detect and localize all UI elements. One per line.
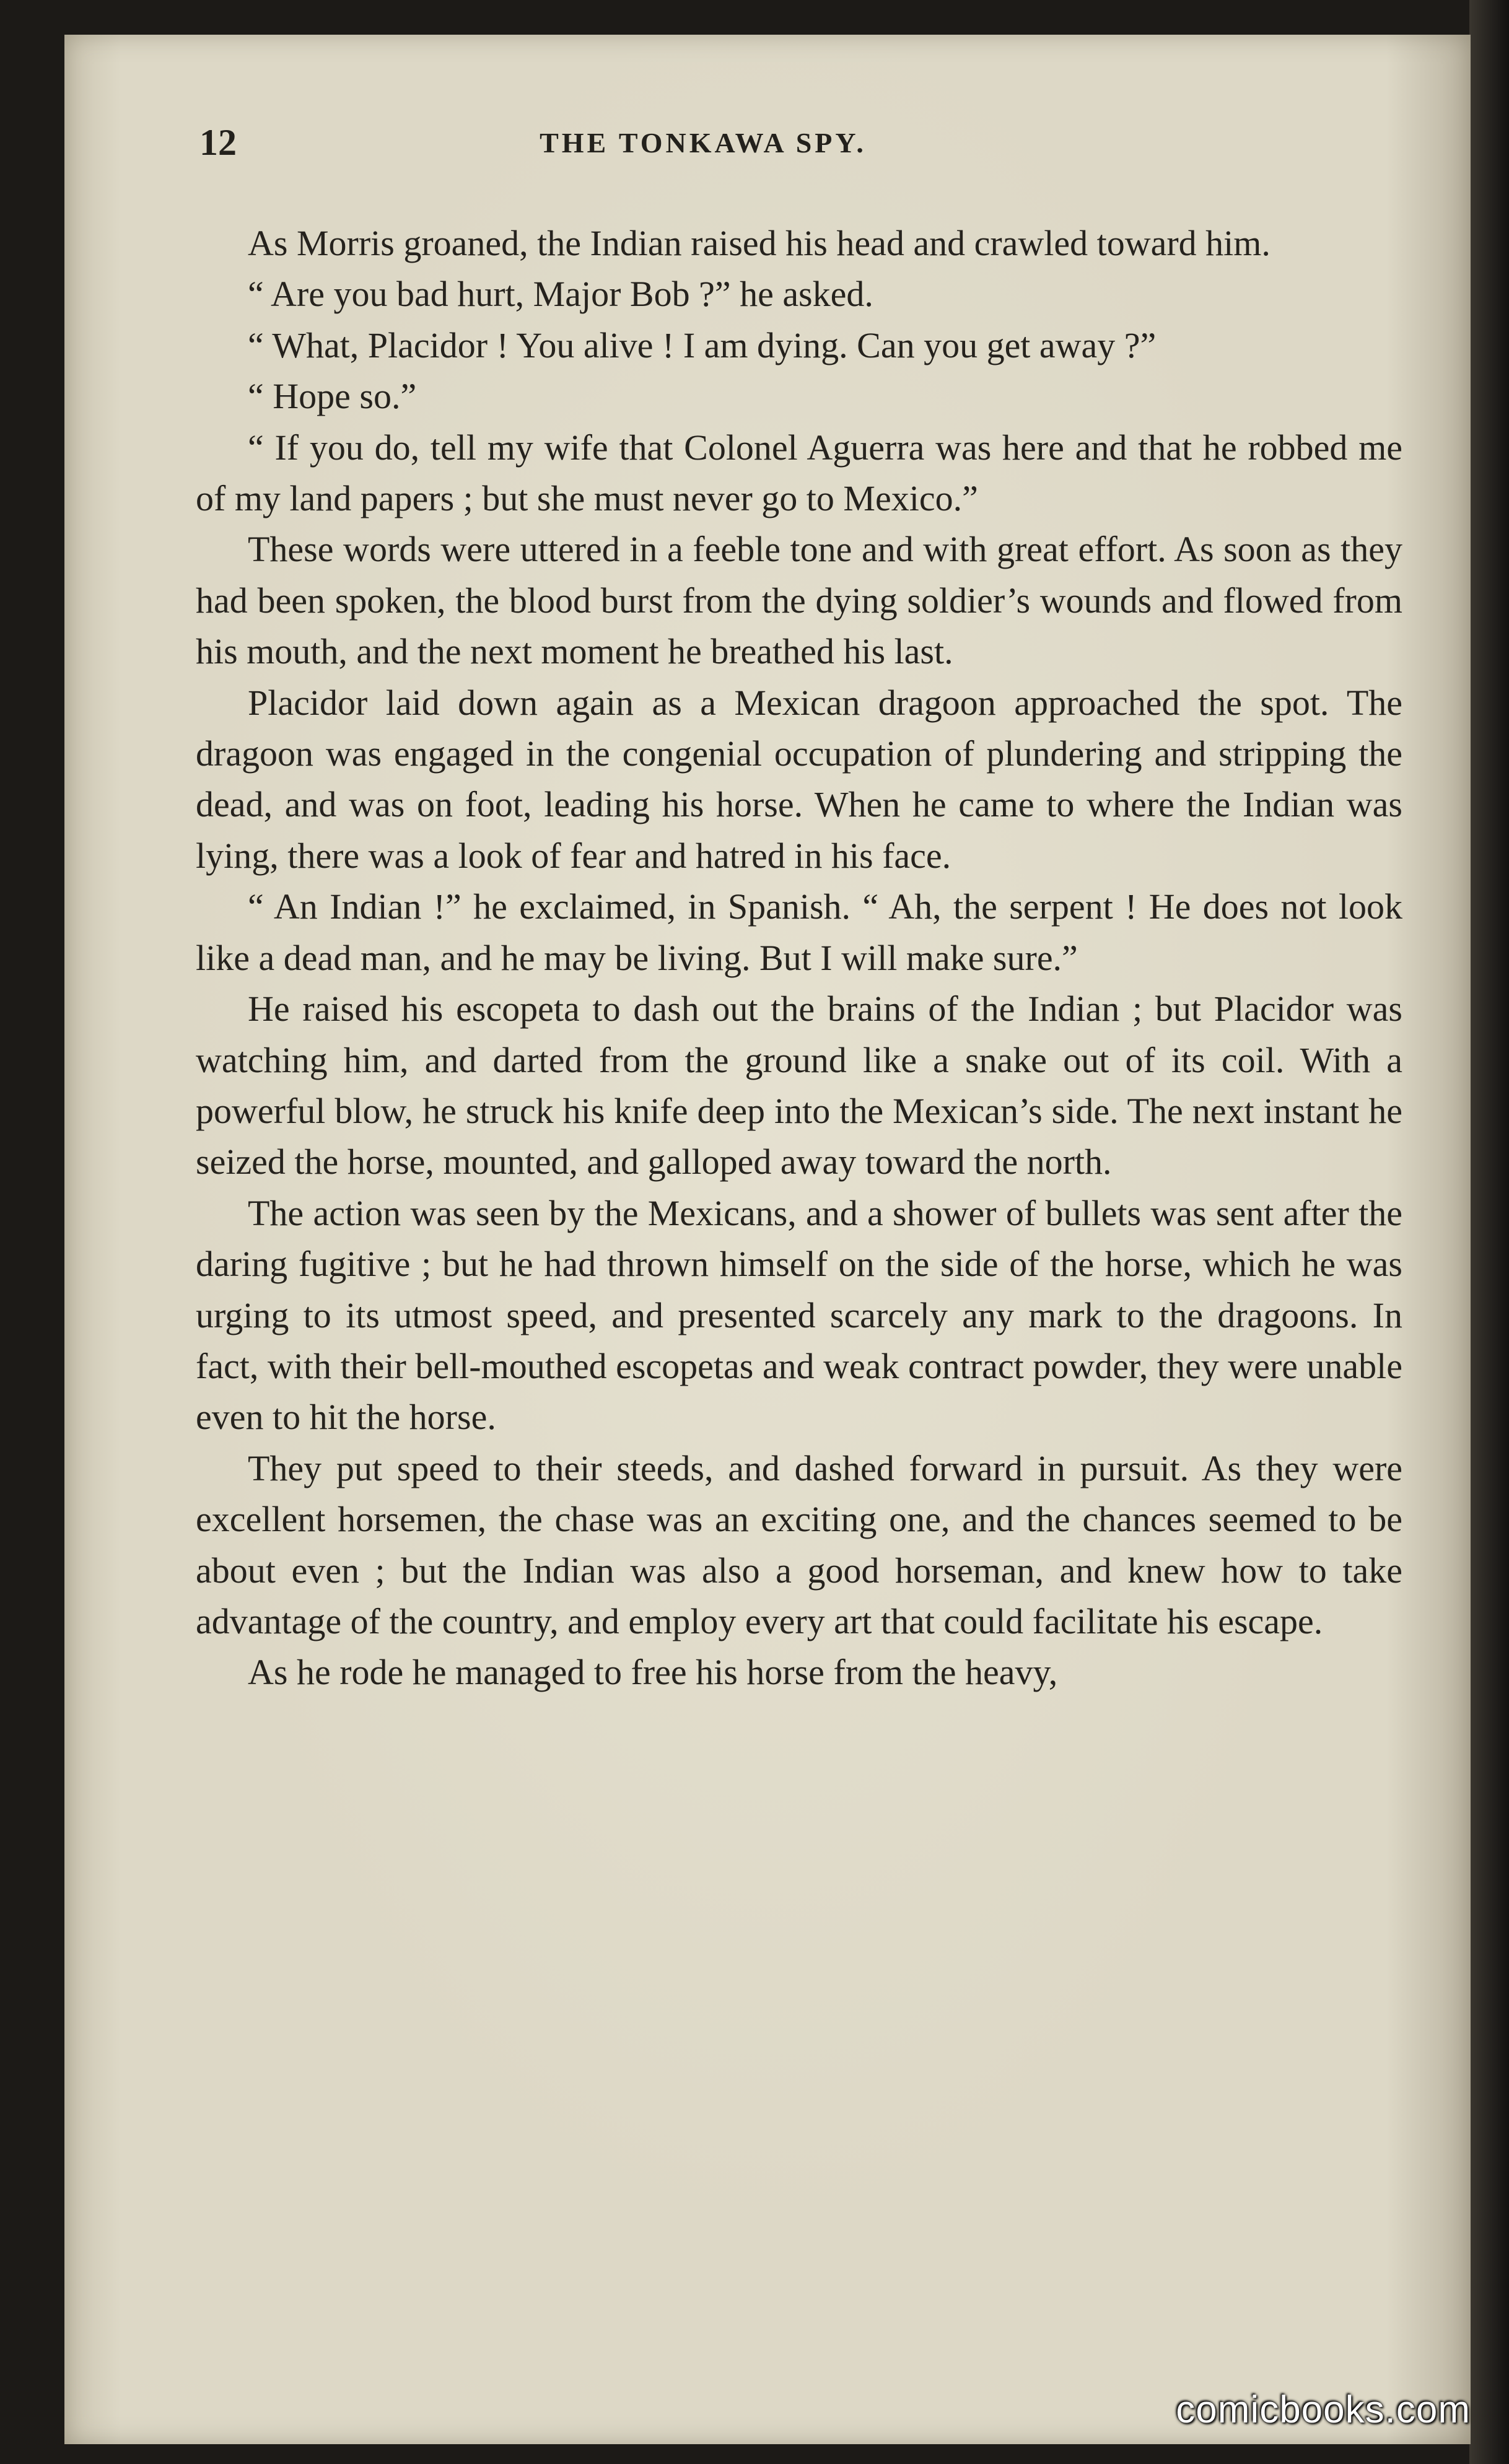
page-header: [130, 121, 1127, 165]
paragraph: These words were uttered in a feeble tone and with great effort. As soon as they had been spoken, the blood burst from the dying soldier’s wounds and flowed from his mouth, and the next moment he breathed his last.: [196, 529, 1402, 672]
paragraph: As Morris groaned, the Indian raised his head and crawled toward him.: [248, 223, 1271, 263]
paragraph: “ Are you bad hurt, Major Bob ?” he asked.: [248, 274, 873, 315]
paragraph: “ If you do, tell my wife that Colonel Aguerra was here and that he robbed me of my land papers ; but she must never go to Mexico.”: [196, 427, 1402, 519]
page-number: 12: [199, 122, 237, 163]
paragraph: “ What, Placidor ! You alive ! I am dying. Can you get away ?”: [248, 325, 1157, 365]
book-spine-edge: [1469, 0, 1509, 2464]
watermark: comicbooks.com: [1176, 2388, 1471, 2431]
paragraph: Placidor laid down again as a Mexican dragoon approached the spot. The dragoon was engaged in the congenial occupation of plundering and stripping the dead, and was on foot, leading his horse. When he came to where the Indian was lying, there was a look of fear and hatred in his face.: [196, 682, 1402, 876]
paragraph: “ An Indian !” he exclaimed, in Spanish. “ Ah, the serpent ! He does not look like a dead man, and he may be living. But I will make sure.”: [196, 886, 1402, 978]
paragraph: “ Hope so.”: [248, 376, 417, 417]
paragraph: The action was seen by the Mexicans, and a shower of bullets was sent after the daring fugitive ; but he had thrown himself on the side of the horse, which he was urging to its utmost speed, and presented scarcely any mark to the dragoons. In fact, with their bell-mouthed escopetas and weak contract powder, they were unable even to hit the horse.: [196, 1192, 1402, 1438]
running-title: THE TONKAWA SPY.: [540, 127, 867, 159]
paragraph: They put speed to their steeds, and dashed forward in pursuit. As they were excellent horsemen, the chase was an exciting one, and the chances seemed to be about even ; but the Indian was also a good horseman, and knew how to take advantage of the country, and employ every art that could facilitate his escape.: [196, 1448, 1402, 1641]
paragraph: He raised his escopeta to dash out the brains of the Indian ; but Placidor was watching him, and darted from the ground like a snake out of its coil. With a powerful blow, he struck his knife deep into the Mexican’s side. The next instant he seized the horse, mounted, and galloped away toward the north.: [196, 989, 1402, 1182]
paragraph: As he rode he managed to free his horse from the heavy,: [248, 1652, 1058, 1693]
body-text: [196, 218, 1402, 1698]
